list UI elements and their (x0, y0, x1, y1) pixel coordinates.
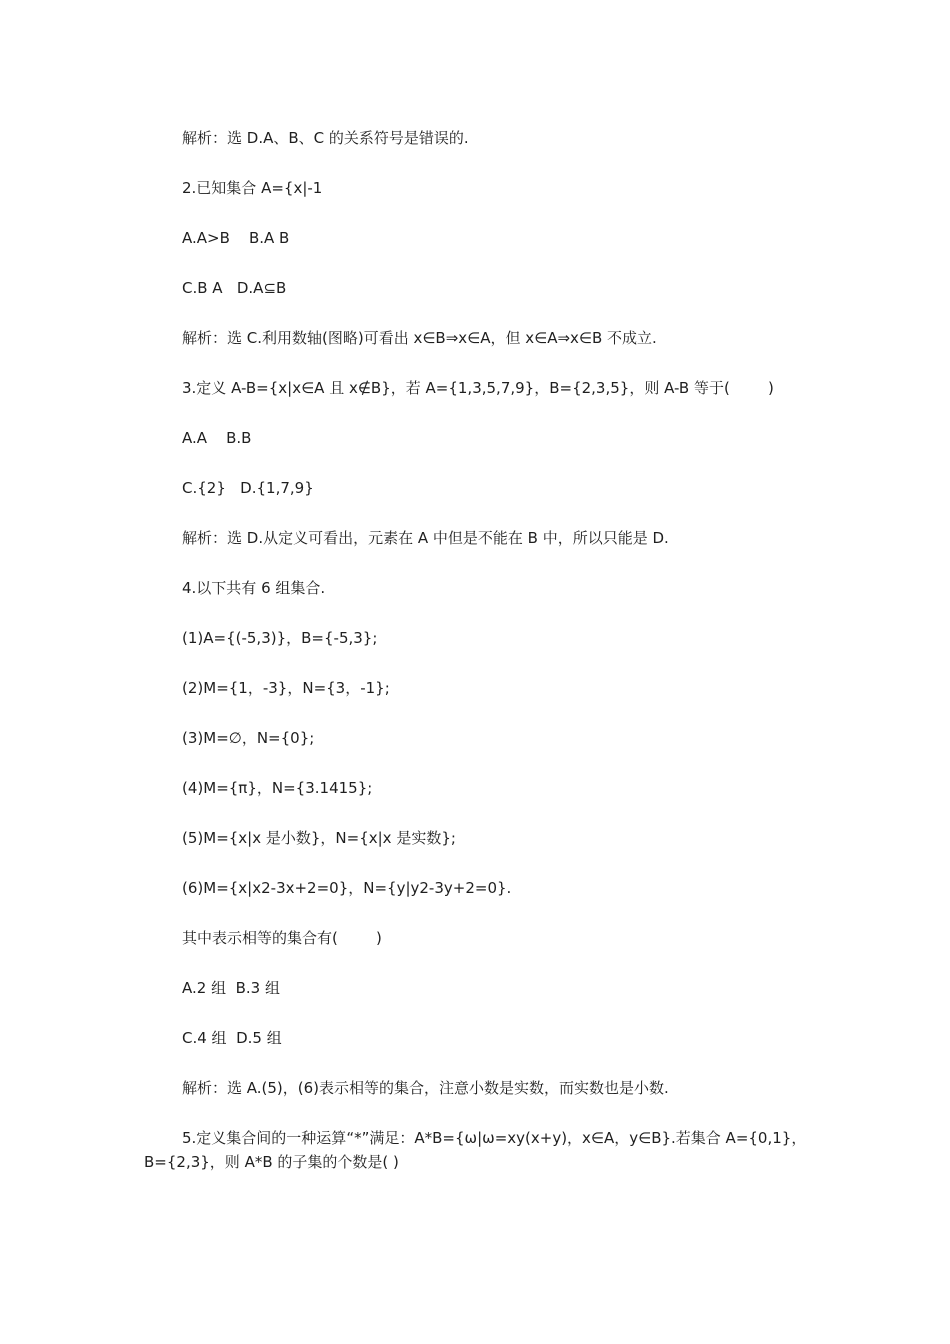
text-line: 解析：选 C.利用数轴(图略)可看出 x∈B⇒x∈A，但 x∈A⇒x∈B 不成立. (182, 329, 657, 347)
text-line: A.A B.B (182, 429, 252, 447)
text-line: 4.以下共有 6 组集合. (182, 579, 326, 597)
text-line: C.4 组 D.5 组 (182, 1029, 282, 1047)
text-line: C.{2} D.{1,7,9} (182, 479, 314, 497)
text-line: 3.定义 A-B={x|x∈A 且 x∉B}，若 A={1,3,5,7,9}，B={2,3,5}，则 A-B 等于( ) (182, 379, 774, 397)
text-line: (5)M={x|x 是小数}，N={x|x 是实数}; (182, 829, 456, 847)
question-5-paragraph: 5.定义集合间的一种运算“*”满足：A*B={ω|ω=xy(x+y)，x∈A，y∈B}.若集合 A={0,1}，B={2,3}，则 A*B 的子集的个数是( ) (144, 1129, 807, 1171)
text-line: (2)M={1，-3}，N={3，-1}; (182, 679, 390, 697)
text-line: (3)M=∅，N={0}; (182, 729, 315, 747)
text-line: 解析：选 D.A、B、C 的关系符号是错误的. (182, 129, 469, 147)
text-line: A.2 组 B.3 组 (182, 979, 280, 997)
text-line: (1)A={(-5,3)}，B={-5,3}; (182, 629, 378, 647)
text-line: A.A>B B.A B (182, 229, 290, 247)
text-line: 解析：选 A.(5)，(6)表示相等的集合，注意小数是实数，而实数也是小数. (182, 1079, 669, 1097)
text-line: 2.已知集合 A={x|-1 (182, 179, 323, 197)
text-line: (6)M={x|x2-3x+2=0}，N={y|y2-3y+2=0}. (182, 879, 512, 897)
text-line: C.B A D.A⊆B (182, 279, 287, 297)
document-content (144, 126, 808, 1174)
text-line: 其中表示相等的集合有( ) (182, 929, 382, 947)
text-line: 解析：选 D.从定义可看出，元素在 A 中但是不能在 B 中，所以只能是 D. (182, 529, 669, 547)
text-line: (4)M={π}，N={3.1415}; (182, 779, 373, 797)
